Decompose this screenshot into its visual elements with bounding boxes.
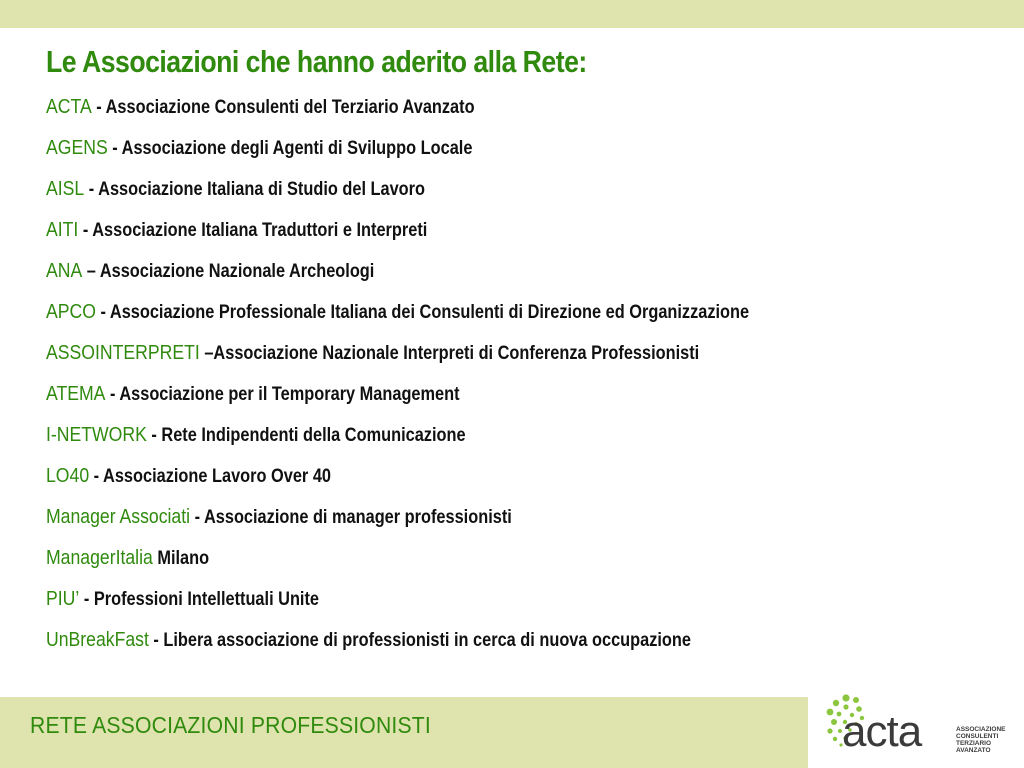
association-description: - Associazione Italiana Traduttori e Interpreti (78, 220, 428, 241)
association-item (46, 127, 992, 168)
association-description: - Associazione di manager professionisti (190, 507, 512, 528)
slide-content (46, 38, 1006, 660)
logo-wordmark: acta (842, 707, 922, 756)
slide-title: Le Associazioni che hanno aderito alla Rete: (46, 44, 587, 79)
association-acronym: APCO (46, 300, 96, 323)
association-item (46, 414, 992, 455)
association-acronym: I-NETWORK (46, 423, 147, 446)
logo-subtitle-line: TERZIARIO (956, 740, 992, 747)
association-item (46, 373, 992, 414)
association-description: – Associazione Nazionale Archeologi (82, 261, 375, 282)
association-item (46, 209, 992, 250)
association-acronym: AGENS (46, 136, 108, 159)
association-description: - Associazione degli Agenti di Sviluppo Locale (107, 138, 473, 159)
association-item (46, 537, 992, 578)
logo-subtitle-line: CONSULENTI (956, 733, 999, 740)
association-acronym: LO40 (46, 464, 90, 487)
association-acronym: ATEMA (46, 382, 106, 405)
association-description: - Libera associazione di professionisti in cerca di nuova occupazione (148, 630, 691, 651)
association-description: Milano (152, 548, 210, 569)
association-description: - Associazione Consulenti del Terziario Avanzato (91, 97, 475, 118)
footer-title: RETE ASSOCIAZIONI PROFESSIONISTI (30, 712, 431, 738)
association-description: - Professioni Intellettuali Unite (79, 589, 319, 610)
association-item (46, 332, 992, 373)
association-acronym: UnBreakFast (46, 628, 149, 651)
association-description: - Associazione Professionale Italiana dei Consulenti di Direzione ed Organizzazione (95, 302, 750, 323)
association-acronym: ANA (46, 259, 83, 282)
logo-subtitle-line: AVANZATO (956, 747, 991, 754)
association-description: –Associazione Nazionale Interpreti di Conferenza Professionisti (199, 343, 700, 364)
association-acronym: Manager Associati (46, 505, 191, 528)
association-item (46, 291, 992, 332)
association-description: - Associazione per il Temporary Management (105, 384, 460, 405)
logo-subtitle (956, 726, 1005, 754)
association-item (46, 86, 992, 127)
association-list (46, 86, 1006, 660)
association-acronym: AITI (46, 218, 79, 241)
association-item (46, 578, 992, 619)
association-item (46, 496, 992, 537)
association-item (46, 250, 992, 291)
logo-subtitle-line: ASSOCIAZIONE (956, 726, 1006, 733)
association-acronym: ASSOINTERPRETI (46, 341, 200, 364)
association-acronym: PIU’ (46, 587, 80, 610)
association-description: - Rete Indipendenti della Comunicazione (146, 425, 466, 446)
association-acronym: ACTA (46, 95, 92, 118)
association-item (46, 455, 992, 496)
top-band (0, 0, 1024, 28)
association-acronym: ManagerItalia (46, 546, 153, 569)
association-acronym: AISL (46, 177, 85, 200)
association-item (46, 619, 992, 660)
association-description: - Associazione Italiana di Studio del Lavoro (84, 179, 426, 200)
association-item (46, 168, 992, 209)
association-description: - Associazione Lavoro Over 40 (89, 466, 331, 487)
